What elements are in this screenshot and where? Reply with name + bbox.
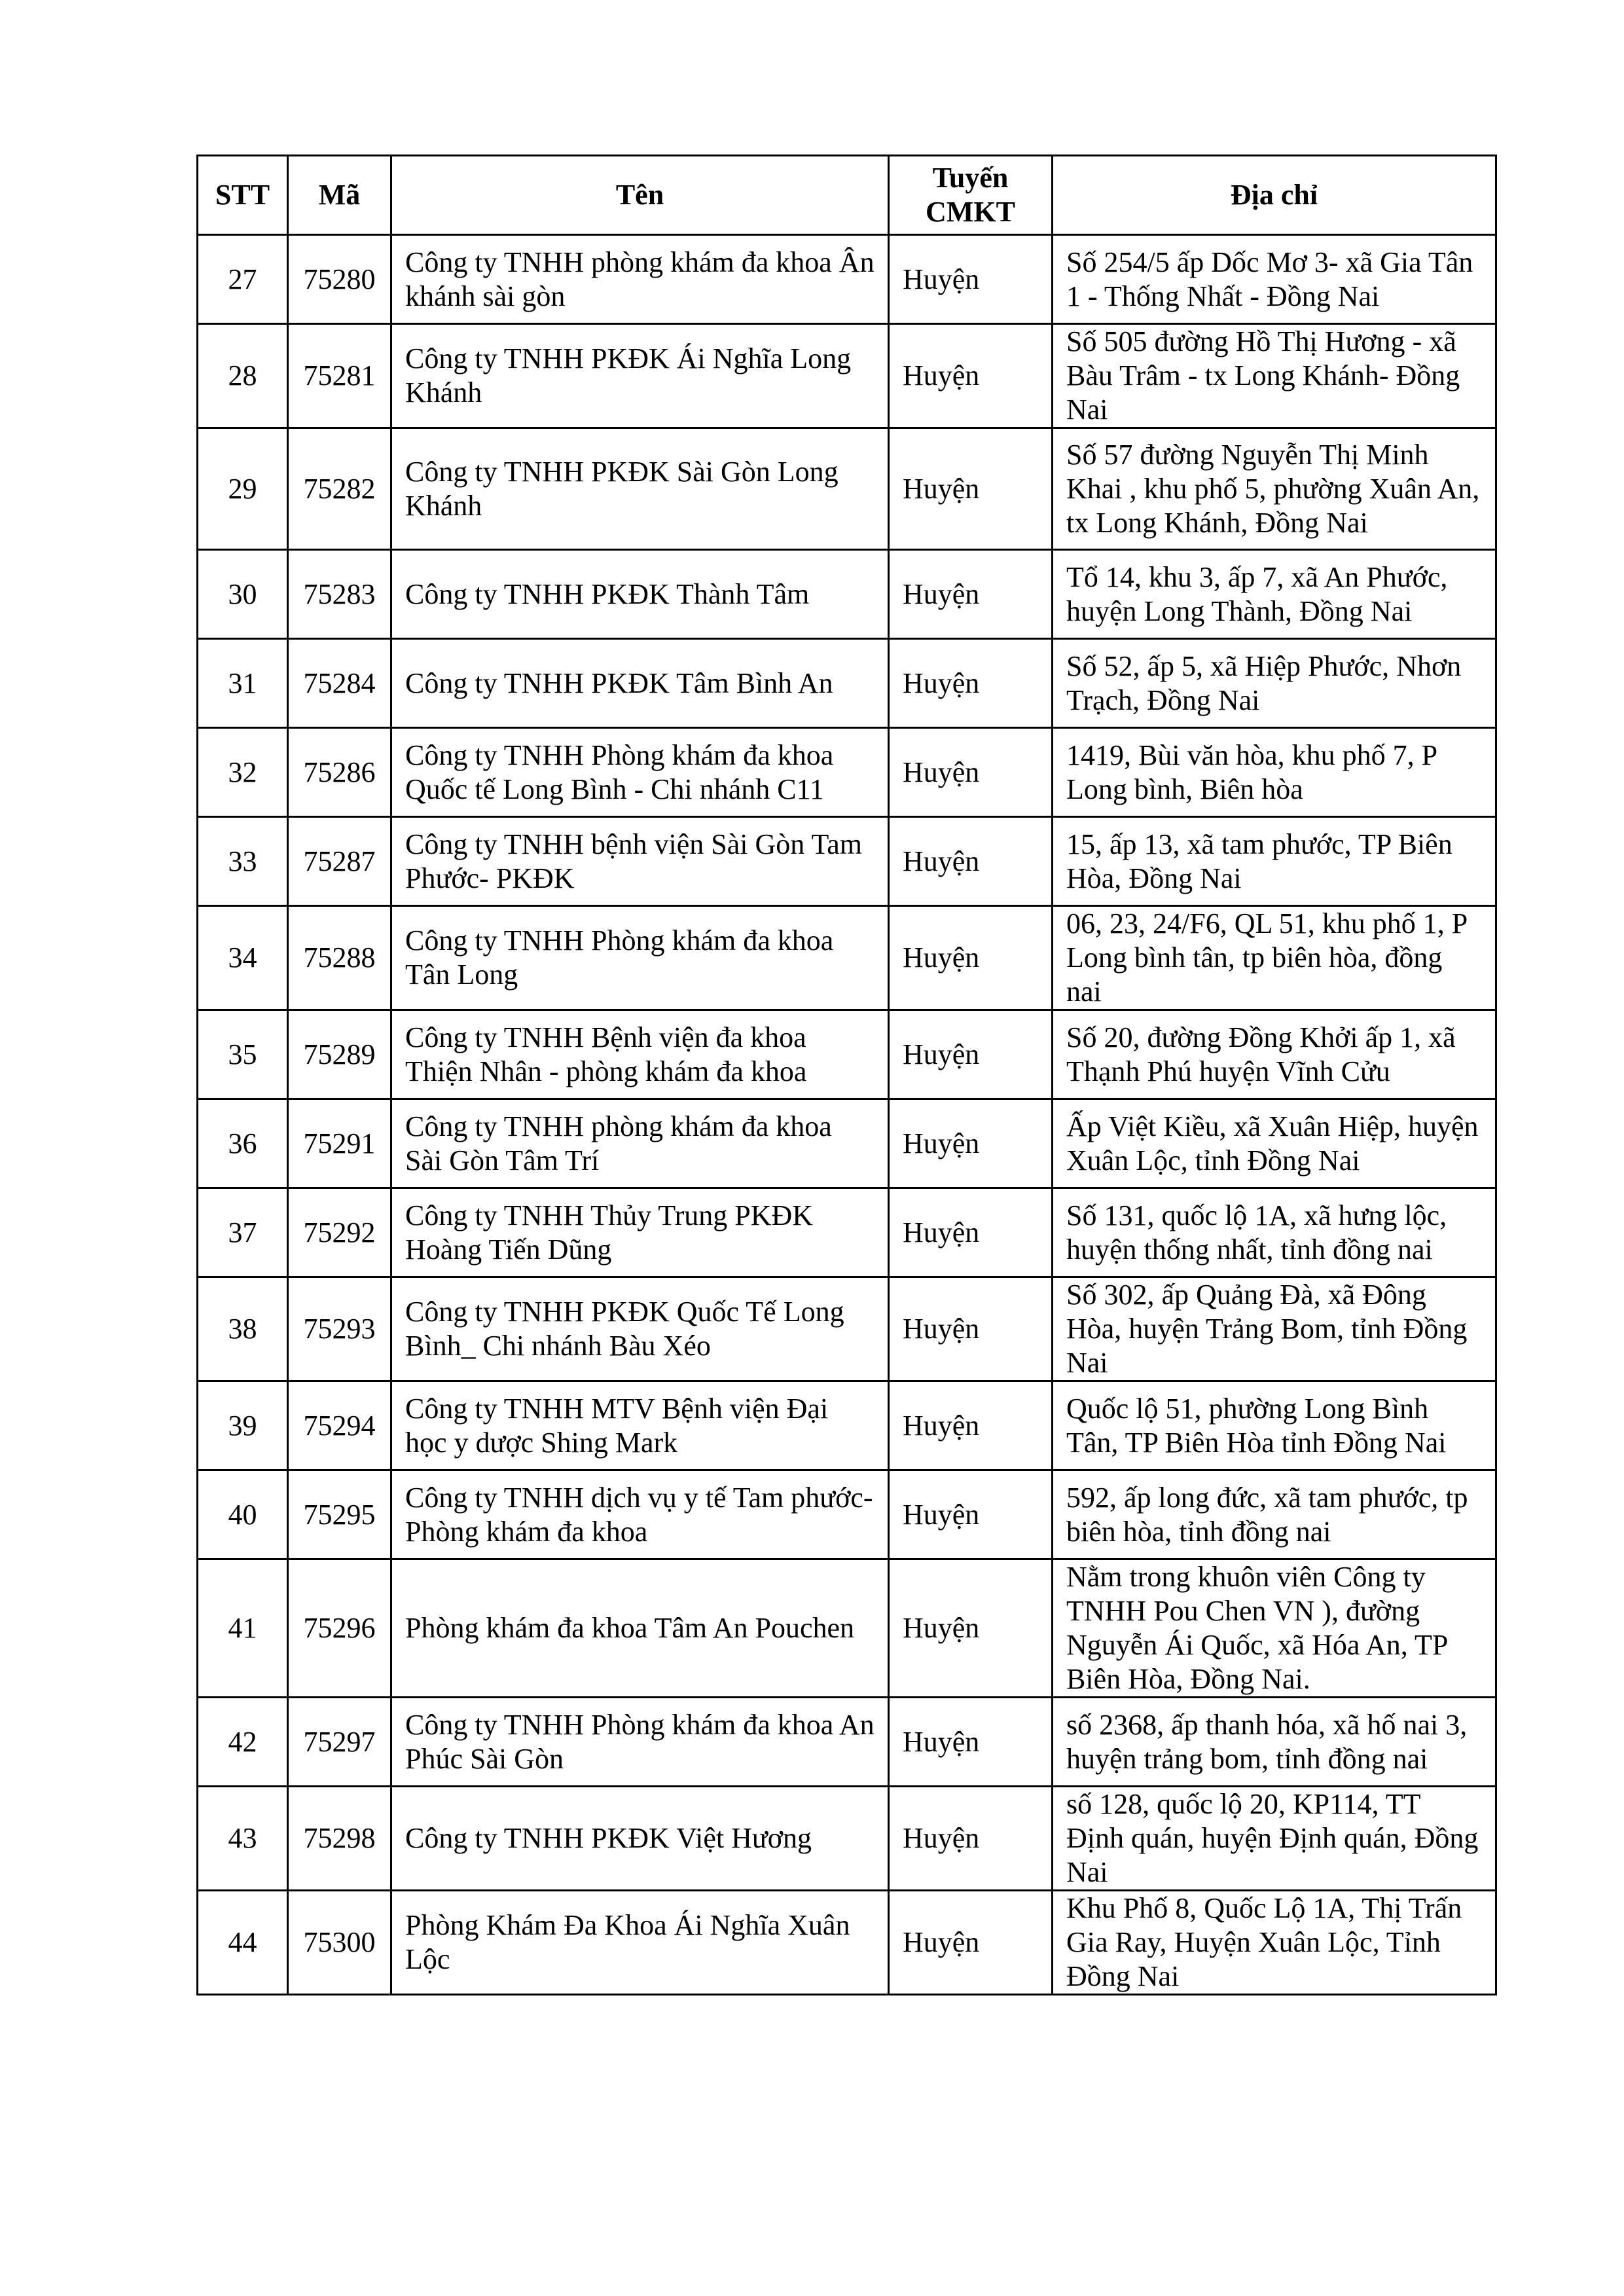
cell-diachi: Khu Phố 8, Quốc Lộ 1A, Thị Trấn Gia Ray, Huyện Xuân Lộc, Tỉnh Đồng Nai (1053, 1891, 1496, 1995)
cell-stt: 27 (198, 235, 288, 324)
cell-ma: 75297 (288, 1698, 391, 1787)
cell-ma: 75281 (288, 324, 391, 428)
cell-ten: Công ty TNHH Phòng khám đa khoa An Phúc Sài Gòn (391, 1698, 889, 1787)
cell-tuyen: Huyện (889, 550, 1053, 639)
cell-ten: Công ty TNHH MTV Bệnh viện Đại học y dược Shing Mark (391, 1381, 889, 1470)
cell-diachi: Số 302, ấp Quảng Đà, xã Đông Hòa, huyện Trảng Bom, tỉnh Đồng Nai (1053, 1277, 1496, 1381)
cell-ten: Công ty TNHH dịch vụ y tế Tam phước- Phòng khám đa khoa (391, 1470, 889, 1559)
cell-ten: Công ty TNHH Phòng khám đa khoa Quốc tế Long Bình - Chi nhánh C11 (391, 728, 889, 817)
cell-stt: 41 (198, 1559, 288, 1698)
cell-ten: Phòng Khám Đa Khoa Ái Nghĩa Xuân Lộc (391, 1891, 889, 1995)
cell-tuyen: Huyện (889, 1381, 1053, 1470)
cell-ten: Công ty TNHH PKĐK Thành Tâm (391, 550, 889, 639)
cell-diachi: Ấp Việt Kiều, xã Xuân Hiệp, huyện Xuân Lộc, tỉnh Đồng Nai (1053, 1099, 1496, 1188)
cell-stt: 40 (198, 1470, 288, 1559)
cell-diachi: 592, ấp long đức, xã tam phước, tp biên hòa, tỉnh đồng nai (1053, 1470, 1496, 1559)
cell-diachi: số 128, quốc lộ 20, KP114, TT Định quán, huyện Định quán, Đồng Nai (1053, 1787, 1496, 1891)
cell-stt: 37 (198, 1188, 288, 1277)
cell-ten: Công ty TNHH Thủy Trung PKĐK Hoàng Tiến Dũng (391, 1188, 889, 1277)
table-row (198, 639, 1496, 728)
cell-diachi: Số 505 đường Hồ Thị Hương - xã Bàu Trâm - tx Long Khánh- Đồng Nai (1053, 324, 1496, 428)
cell-tuyen: Huyện (889, 235, 1053, 324)
table-row (198, 1891, 1496, 1995)
cell-ma: 75284 (288, 639, 391, 728)
header-ma: Mã (288, 156, 391, 235)
table-row (198, 1277, 1496, 1381)
header-row (198, 156, 1496, 235)
cell-stt: 38 (198, 1277, 288, 1381)
cell-diachi: 15, ấp 13, xã tam phước, TP Biên Hòa, Đồng Nai (1053, 817, 1496, 906)
cell-diachi: Số 52, ấp 5, xã Hiệp Phước, Nhơn Trạch, Đồng Nai (1053, 639, 1496, 728)
cell-diachi: Số 131, quốc lộ 1A, xã hưng lộc, huyện thống nhất, tỉnh đồng nai (1053, 1188, 1496, 1277)
cell-ten: Công ty TNHH phòng khám đa khoa Ân khánh sài gòn (391, 235, 889, 324)
table-row (198, 1698, 1496, 1787)
cell-ma: 75298 (288, 1787, 391, 1891)
cell-ten: Công ty TNHH Bệnh viện đa khoa Thiện Nhân - phòng khám đa khoa (391, 1010, 889, 1099)
cell-stt: 28 (198, 324, 288, 428)
table-row (198, 1559, 1496, 1698)
cell-diachi: 06, 23, 24/F6, QL 51, khu phố 1, P Long bình tân, tp biên hòa, đồng nai (1053, 906, 1496, 1010)
cell-tuyen: Huyện (889, 1010, 1053, 1099)
cell-stt: 35 (198, 1010, 288, 1099)
cell-tuyen: Huyện (889, 428, 1053, 550)
cell-tuyen: Huyện (889, 1099, 1053, 1188)
cell-tuyen: Huyện (889, 1698, 1053, 1787)
header-diachi: Địa chỉ (1053, 156, 1496, 235)
table-row (198, 1381, 1496, 1470)
cell-tuyen: Huyện (889, 324, 1053, 428)
table-row (198, 1787, 1496, 1891)
header-ten: Tên (391, 156, 889, 235)
cell-ma: 75294 (288, 1381, 391, 1470)
cell-ma: 75287 (288, 817, 391, 906)
cell-stt: 33 (198, 817, 288, 906)
cell-ma: 75280 (288, 235, 391, 324)
table-body (198, 235, 1496, 1995)
cell-tuyen: Huyện (889, 1188, 1053, 1277)
table-row (198, 235, 1496, 324)
cell-ma: 75286 (288, 728, 391, 817)
cell-ten: Công ty TNHH phòng khám đa khoa Sài Gòn Tâm Trí (391, 1099, 889, 1188)
cell-diachi: Số 254/5 ấp Dốc Mơ 3- xã Gia Tân 1 - Thống Nhất - Đồng Nai (1053, 235, 1496, 324)
cell-tuyen: Huyện (889, 906, 1053, 1010)
cell-ten: Công ty TNHH PKĐK Tâm Bình An (391, 639, 889, 728)
cell-ten: Công ty TNHH PKĐK Sài Gòn Long Khánh (391, 428, 889, 550)
cell-ten: Phòng khám đa khoa Tâm An Pouchen (391, 1559, 889, 1698)
table-row (198, 1010, 1496, 1099)
cell-tuyen: Huyện (889, 1470, 1053, 1559)
cell-ma: 75296 (288, 1559, 391, 1698)
cell-stt: 39 (198, 1381, 288, 1470)
table-row (198, 428, 1496, 550)
header-stt: STT (198, 156, 288, 235)
cell-stt: 44 (198, 1891, 288, 1995)
table-row (198, 324, 1496, 428)
table-row (198, 906, 1496, 1010)
cell-ma: 75292 (288, 1188, 391, 1277)
cell-tuyen: Huyện (889, 728, 1053, 817)
cell-diachi: số 2368, ấp thanh hóa, xã hố nai 3, huyện trảng bom, tỉnh đồng nai (1053, 1698, 1496, 1787)
cell-ma: 75283 (288, 550, 391, 639)
cell-ma: 75289 (288, 1010, 391, 1099)
cell-ten: Công ty TNHH bệnh viện Sài Gòn Tam Phước- PKĐK (391, 817, 889, 906)
cell-stt: 42 (198, 1698, 288, 1787)
cell-stt: 34 (198, 906, 288, 1010)
table-row (198, 1099, 1496, 1188)
cell-stt: 29 (198, 428, 288, 550)
cell-ma: 75300 (288, 1891, 391, 1995)
cell-stt: 30 (198, 550, 288, 639)
cell-ma: 75293 (288, 1277, 391, 1381)
table-row (198, 550, 1496, 639)
cell-tuyen: Huyện (889, 1559, 1053, 1698)
cell-stt: 36 (198, 1099, 288, 1188)
cell-ten: Công ty TNHH PKĐK Việt Hương (391, 1787, 889, 1891)
cell-tuyen: Huyện (889, 817, 1053, 906)
cell-tuyen: Huyện (889, 639, 1053, 728)
cell-stt: 43 (198, 1787, 288, 1891)
cell-ten: Công ty TNHH Phòng khám đa khoa Tân Long (391, 906, 889, 1010)
cell-ma: 75295 (288, 1470, 391, 1559)
cell-diachi: 1419, Bùi văn hòa, khu phố 7, P Long bình, Biên hòa (1053, 728, 1496, 817)
cell-ma: 75282 (288, 428, 391, 550)
cell-stt: 31 (198, 639, 288, 728)
cell-diachi: Tổ 14, khu 3, ấp 7, xã An Phước, huyện Long Thành, Đồng Nai (1053, 550, 1496, 639)
cell-tuyen: Huyện (889, 1787, 1053, 1891)
table-row (198, 1470, 1496, 1559)
facility-table (196, 155, 1497, 1995)
header-tuyen: Tuyến CMKT (889, 156, 1053, 235)
table-row (198, 817, 1496, 906)
table-row (198, 728, 1496, 817)
cell-ma: 75291 (288, 1099, 391, 1188)
cell-diachi: Số 20, đường Đồng Khởi ấp 1, xã Thạnh Phú huyện Vĩnh Cửu (1053, 1010, 1496, 1099)
cell-tuyen: Huyện (889, 1891, 1053, 1995)
cell-stt: 32 (198, 728, 288, 817)
table-row (198, 1188, 1496, 1277)
cell-diachi: Nằm trong khuôn viên Công ty TNHH Pou Chen VN ), đường Nguyễn Ái Quốc, xã Hóa An, TP Biên Hòa, Đồng Nai. (1053, 1559, 1496, 1698)
cell-ten: Công ty TNHH PKĐK Quốc Tế Long Bình_ Chi nhánh Bàu Xéo (391, 1277, 889, 1381)
cell-tuyen: Huyện (889, 1277, 1053, 1381)
cell-ma: 75288 (288, 906, 391, 1010)
cell-diachi: Số 57 đường Nguyễn Thị Minh Khai , khu phố 5, phường Xuân An, tx Long Khánh, Đồng Nai (1053, 428, 1496, 550)
cell-diachi: Quốc lộ 51, phường Long Bình Tân, TP Biên Hòa tỉnh Đồng Nai (1053, 1381, 1496, 1470)
cell-ten: Công ty TNHH PKĐK Ái Nghĩa Long Khánh (391, 324, 889, 428)
